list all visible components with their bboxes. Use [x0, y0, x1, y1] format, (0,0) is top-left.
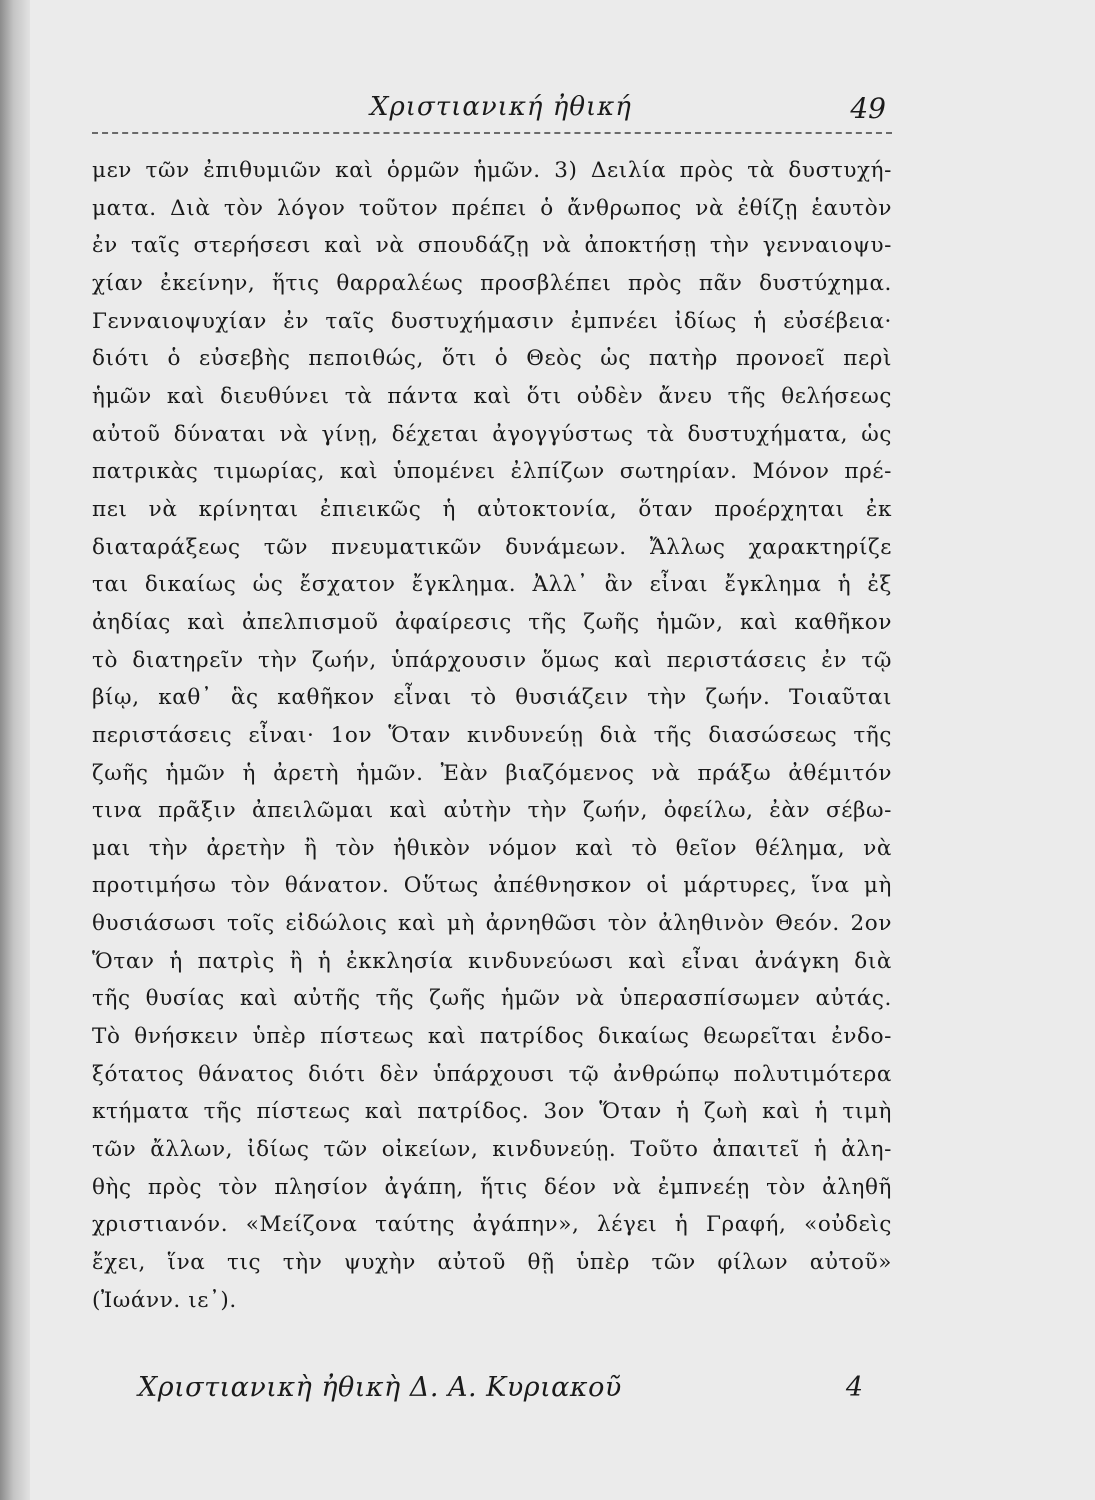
text-line: διαταράξεως τῶν πνευματικῶν δυνάμεων. Ἄλλως χαρακτηρίζε: [92, 534, 892, 560]
text-line: ζωῆς ἡμῶν ἡ ἀρετὴ ἡμῶν. Ἐὰν βιαζόμενος νὰ πράξω ἀθέμιτόν: [92, 760, 892, 786]
text-line: Ὅταν ἡ πατρὶς ἢ ἡ ἐκκλησία κινδυνεύωσι καὶ εἶναι ἀνάγκη διὰ: [92, 948, 892, 974]
body-text: [92, 152, 892, 1319]
header-rule: [92, 132, 892, 134]
text-line-last: (Ἰωάνν. ιε᾽).: [92, 1287, 237, 1313]
text-line: ματα. Διὰ τὸν λόγον τοῦτον πρέπει ὁ ἄνθρωπος νὰ ἐθίζῃ ἑαυτὸν: [92, 195, 892, 221]
text-line: πει νὰ κρίνηται ἐπιεικῶς ἡ αὐτοκτονία, ὅταν προέρχηται ἐκ: [92, 496, 892, 522]
text-line: μαι τὴν ἀρετὴν ἢ τὸν ἠθικὸν νόμον καὶ τὸ θεῖον θέλημα, νὰ: [92, 835, 892, 861]
text-line: προτιμήσω τὸν θάνατον. Οὕτως ἀπέθνησκον οἱ μάρτυρες, ἵνα μὴ: [92, 873, 892, 899]
text-line: ἡμῶν καὶ διευθύνει τὰ πάντα καὶ ὅτι οὐδὲν ἄνευ τῆς θελήσεως: [92, 383, 892, 409]
text-line: τῆς θυσίας καὶ αὐτῆς τῆς ζωῆς ἡμῶν νὰ ὑπερασπίσωμεν αὐτάς.: [92, 986, 892, 1012]
page-header: [92, 92, 892, 142]
text-line: τὸ διατηρεῖν τὴν ζωήν, ὑπάρχουσιν ὅμως καὶ περιστάσεις ἐν τῷ: [92, 647, 892, 673]
text-line: μεν τῶν ἐπιθυμιῶν καὶ ὁρμῶν ἡμῶν. 3) Δειλία πρὸς τὰ δυστυχή-: [92, 158, 892, 183]
text-line: τῶν ἄλλων, ἰδίως τῶν οἰκείων, κινδυνεύῃ. Τοῦτο ἀπαιτεῖ ἡ ἀλη-: [92, 1137, 892, 1163]
book-spine-shadow: [0, 0, 30, 1500]
text-line: ἔχει, ἵνα τις τὴν ψυχὴν αὐτοῦ θῇ ὑπὲρ τῶν φίλων αὐτοῦ»: [92, 1250, 892, 1276]
text-line: περιστάσεις εἶναι· 1ον Ὅταν κινδυνεύῃ διὰ τῆς διασώσεως τῆς: [92, 722, 892, 748]
text-line: ἀηδίας καὶ ἀπελπισμοῦ ἀφαίρεσις τῆς ζωῆς ἡμῶν, καὶ καθῆκον: [92, 609, 892, 635]
page-number: 49: [850, 92, 886, 125]
text-line: ξότατος θάνατος διότι δὲν ὑπάρχουσι τῷ ἀνθρώπῳ πολυτιμότερα: [92, 1061, 892, 1087]
page-footer: [138, 1372, 863, 1412]
text-line: Γενναιοψυχίαν ἐν ταῖς δυστυχήμασιν ἐμπνέει ἰδίως ἡ εὐσέβεια·: [92, 308, 892, 334]
text-line: θὴς πρὸς τὸν πλησίον ἀγάπη, ἥτις δέον νὰ ἐμπνεέῃ τὸν ἀληθῆ: [92, 1174, 892, 1200]
text-line: χίαν ἐκείνην, ἥτις θαρραλέως προσβλέπει πρὸς πᾶν δυστύχημα.: [92, 270, 892, 296]
text-line: θυσιάσωσι τοῖς εἰδώλοις καὶ μὴ ἀρνηθῶσι τὸν ἀληθινὸν Θεόν. 2ον: [92, 911, 892, 937]
text-line: ἐν ταῖς στερήσεσι καὶ νὰ σπουδάζῃ νὰ ἀποκτήσῃ τὴν γενναιοψυ-: [92, 233, 892, 259]
text-line: αὐτοῦ δύναται νὰ γίνῃ, δέχεται ἀγογγύστως τὰ δυστυχήματα, ὡς: [92, 421, 892, 447]
text-line: διότι ὁ εὐσεβὴς πεποιθώς, ὅτι ὁ Θεὸς ὡς πατὴρ προνοεῖ περὶ: [92, 346, 892, 372]
text-line: κτήματα τῆς πίστεως καὶ πατρίδος. 3ον Ὅταν ἡ ζωὴ καὶ ἡ τιμὴ: [92, 1099, 892, 1125]
signature-mark: 4: [845, 1372, 863, 1403]
text-line: τινα πρᾶξιν ἀπειλῶμαι καὶ αὐτὴν τὴν ζωήν, ὀφείλω, ἐὰν σέβω-: [92, 798, 892, 824]
text-line: Τὸ θνήσκειν ὑπὲρ πίστεως καὶ πατρίδος δικαίως θεωρεῖται ἐνδο-: [92, 1024, 892, 1050]
text-line: χριστιανόν. «Μείζονα ταύτης ἀγάπην», λέγει ἡ Γραφή, «οὐδεὶς: [92, 1212, 892, 1238]
footer-book-title: Χριστιανικὴ ἠθικὴ Δ. Α. Κυριακοῦ: [138, 1372, 622, 1403]
text-line: βίῳ, καθ᾽ ἃς καθῆκον εἶναι τὸ θυσιάζειν τὴν ζωήν. Τοιαῦται: [92, 685, 892, 711]
running-title: Χριστιανική ἠθική: [370, 92, 632, 122]
text-line: ται δικαίως ὡς ἔσχατον ἔγκλημα. Ἀλλ᾽ ἂν εἶναι ἔγκλημα ἡ ἐξ: [92, 572, 892, 598]
text-line: πατρικὰς τιμωρίας, καὶ ὑπομένει ἐλπίζων σωτηρίαν. Μόνον πρέ-: [92, 459, 892, 485]
